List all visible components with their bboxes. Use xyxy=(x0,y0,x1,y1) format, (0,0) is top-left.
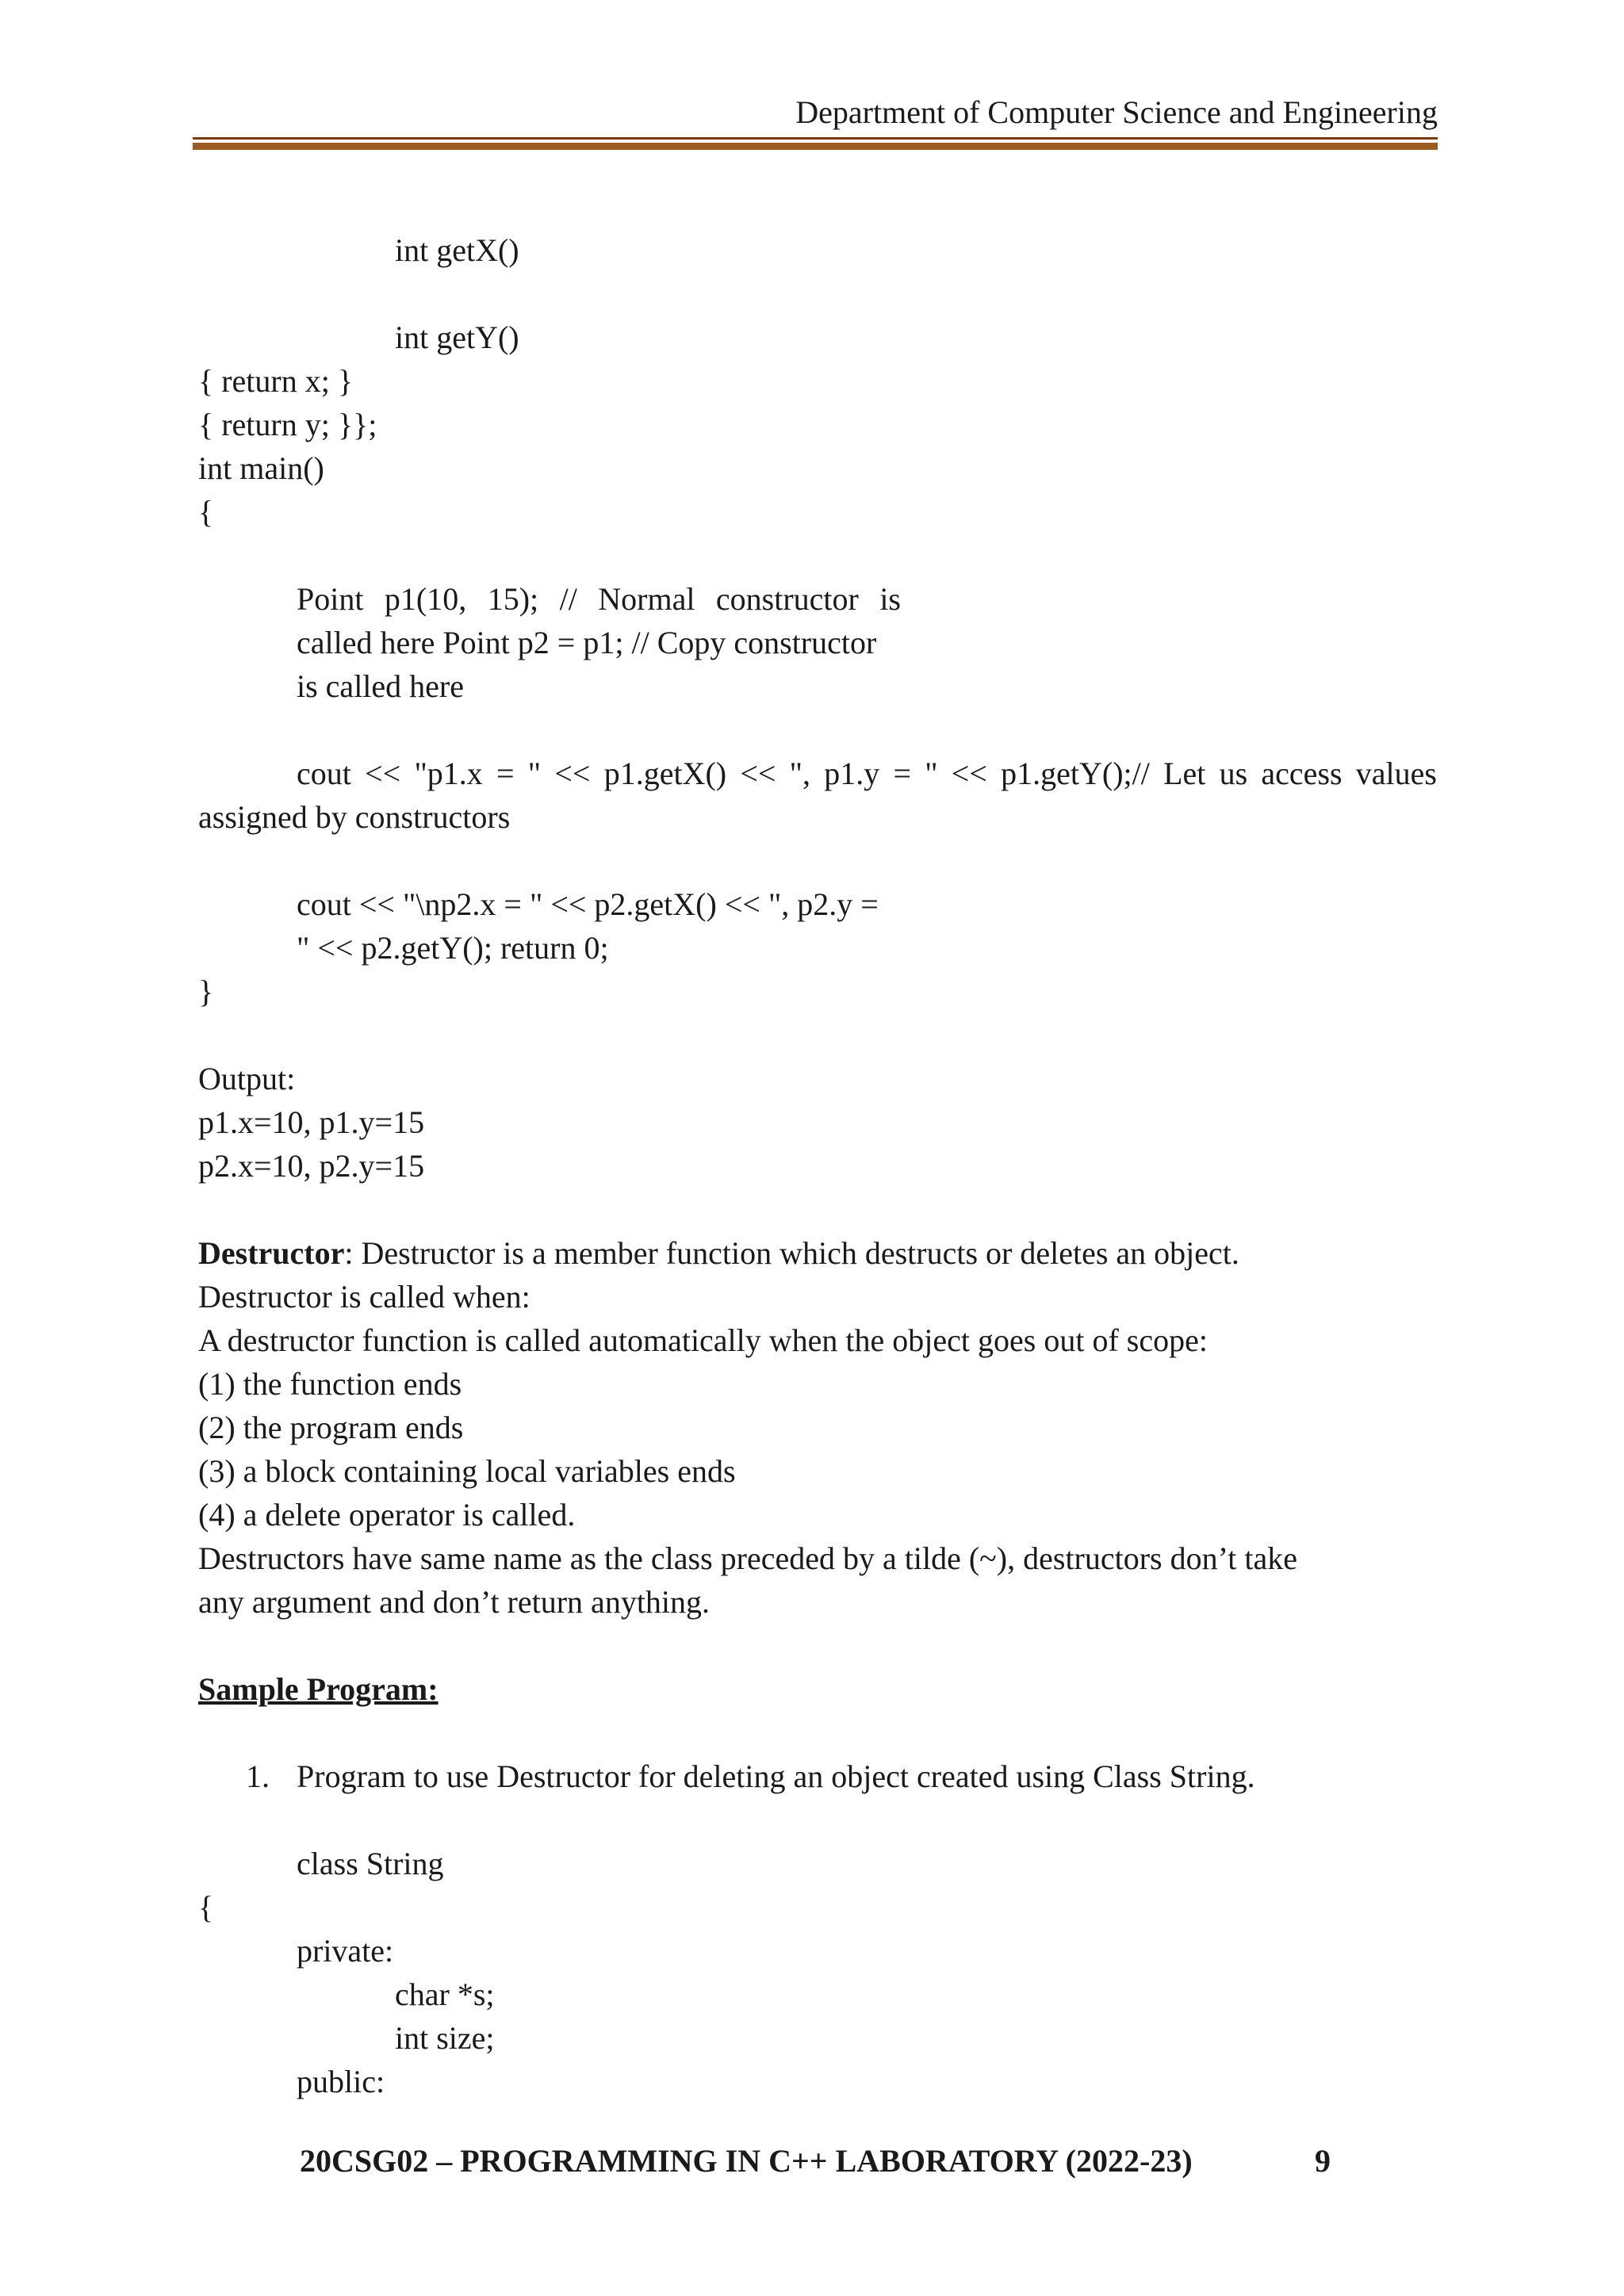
destructor-naming-line-1: Destructors have same name as the class preceded by a tilde (~), destructors don’t take xyxy=(198,1540,1297,1576)
sample-program-heading: Sample Program: xyxy=(198,1671,439,1707)
output-line-2: p2.x=10, p2.y=15 xyxy=(198,1148,425,1184)
code-cout1-line-1: cout << "p1.x = " << p1.getX() << ", p1.y = " << p1.getY();// Let us access values xyxy=(297,756,1437,791)
destructor-case-3: (3) a block containing local variables ends xyxy=(198,1453,736,1489)
code-public-label: public: xyxy=(297,2064,385,2099)
header-rule-thick xyxy=(193,143,1438,150)
destructor-naming-line-2: any argument and don’t return anything. xyxy=(198,1584,710,1620)
code-member-s: char *s; xyxy=(395,1976,495,2012)
code-cout1-line-2: assigned by constructors xyxy=(198,799,511,835)
code-ctor-line-3: is called here xyxy=(297,668,464,704)
footer-page-number: 9 xyxy=(1315,2143,1331,2179)
header-rule-thin xyxy=(193,137,1438,140)
output-label: Output: xyxy=(198,1061,296,1096)
code-ctor-line-1: Point p1(10, 15); // Normal constructor is xyxy=(297,581,901,617)
code-ctor-line-2: called here Point p2 = p1; // Copy constructor xyxy=(297,625,877,660)
header-department: Department of Computer Science and Engineering xyxy=(795,94,1438,130)
code-get-y: int getY() xyxy=(395,320,519,355)
code-main-decl: int main() xyxy=(198,450,324,486)
code-class-open-brace: { xyxy=(198,1889,214,1925)
code-open-brace: { xyxy=(198,494,214,530)
code-return-x: { return x; } xyxy=(198,363,354,399)
footer-course: 20CSG02 – PROGRAMMING IN C++ LABORATORY (2022-23) xyxy=(300,2143,1193,2179)
destructor-definition-line xyxy=(198,1234,1239,1272)
destructor-definition: : Destructor is a member function which destructs or deletes an object. xyxy=(344,1235,1239,1271)
code-close-brace: } xyxy=(198,974,214,1009)
code-class-decl: class String xyxy=(297,1846,444,1881)
sample-item-text: Program to use Destructor for deleting an object created using Class String. xyxy=(297,1758,1255,1794)
destructor-case-2: (2) the program ends xyxy=(198,1410,464,1445)
destructor-case-4: (4) a delete operator is called. xyxy=(198,1497,576,1533)
code-cout2-line-2: " << p2.getY(); return 0; xyxy=(297,930,609,966)
destructor-case-1: (1) the function ends xyxy=(198,1366,462,1402)
output-line-1: p1.x=10, p1.y=15 xyxy=(198,1104,425,1140)
sample-item-number: 1. xyxy=(246,1758,270,1794)
code-return-y: { return y; }}; xyxy=(198,407,377,442)
destructor-term: Destructor xyxy=(198,1235,345,1271)
code-member-size: int size; xyxy=(395,2020,495,2056)
destructor-auto-call: A destructor function is called automatically when the object goes out of scope: xyxy=(198,1322,1208,1358)
code-get-x: int getX() xyxy=(395,232,519,268)
code-private-label: private: xyxy=(297,1933,394,1969)
destructor-called-when: Destructor is called when: xyxy=(198,1279,530,1314)
code-cout2-line-1: cout << "\np2.x = " << p2.getX() << ", p2.y = xyxy=(297,886,879,922)
